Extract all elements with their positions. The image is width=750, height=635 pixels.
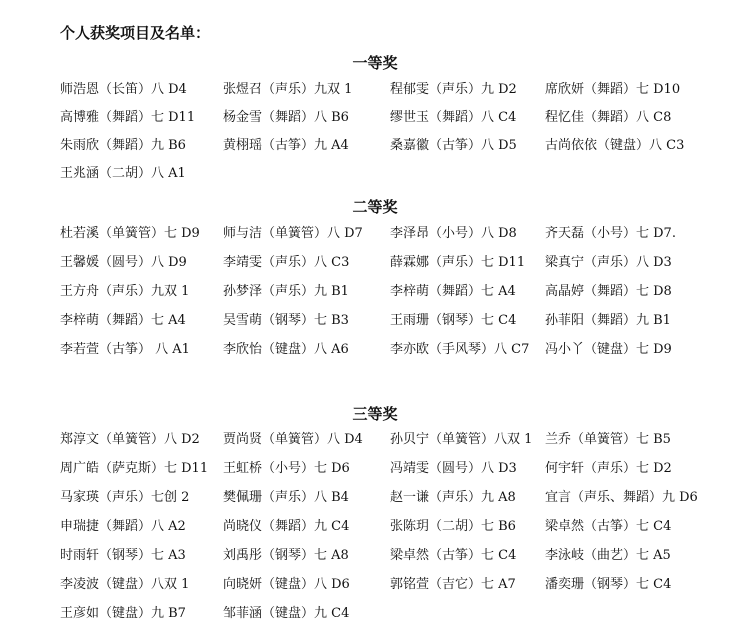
award-entry: 潘奕珊（钢琴）七 C4 xyxy=(545,577,672,592)
award-entry: 赵一谦（声乐）九 A8 xyxy=(390,490,516,505)
award-entry: 孙菲阳（舞蹈）九 B1 xyxy=(545,313,671,328)
award-entry: 王彦如（键盘）九 B7 xyxy=(60,606,186,621)
award-entry: 朱雨欣（舞蹈）九 B6 xyxy=(60,138,186,153)
award-entry: 梁真宁（声乐）八 D3 xyxy=(545,255,672,270)
award-entry: 薛霖娜（声乐）七 D11 xyxy=(390,255,526,270)
award-entry: 兰乔（单簧管）七 B5 xyxy=(545,432,671,447)
award-entry: 李泽昂（小号）八 D8 xyxy=(390,226,517,241)
award-entry: 向晓妍（键盘）八 D6 xyxy=(223,577,350,592)
award-entry: 冯小丫（键盘）七 D9 xyxy=(545,342,672,357)
award-entry: 古尚依依（键盘）八 C3 xyxy=(545,138,685,153)
award-entry: 师与洁（单簧管）八 D7 xyxy=(223,226,363,241)
award-entry: 李欣怡（键盘）八 A6 xyxy=(223,342,349,357)
award-entry: 孙梦泽（声乐）九 B1 xyxy=(223,284,349,299)
award-entry: 孙贝宁（单簧管）八双 1 xyxy=(390,432,533,447)
page-title: 个人获奖项目及名单： xyxy=(60,24,211,42)
award-entry: 程郁雯（声乐）九 D2 xyxy=(390,82,517,97)
award-entry: 李泳岐（曲艺）七 A5 xyxy=(545,548,671,563)
award-entry: 王馨媛（圆号）八 D9 xyxy=(60,255,187,270)
award-entry: 周广皓（萨克斯）七 D11 xyxy=(60,461,209,476)
award-entry: 齐天磊（小号）七 D7. xyxy=(545,226,676,241)
award-entry: 高晶婷（舞蹈）七 D8 xyxy=(545,284,672,299)
award-entry: 李凌波（键盘）八双 1 xyxy=(60,577,190,592)
section-heading-second-prize: 二等奖 xyxy=(352,198,398,216)
section-heading-first-prize: 一等奖 xyxy=(352,54,398,72)
award-entry: 张煜召（声乐）九双 1 xyxy=(223,82,353,97)
award-entry: 李梓萌（舞蹈）七 A4 xyxy=(60,313,186,328)
award-entry: 李亦欧（手风琴）八 C7 xyxy=(390,342,530,357)
award-entry: 张陈玥（二胡）七 B6 xyxy=(390,519,516,534)
award-entry: 梁卓然（古筝）七 C4 xyxy=(545,519,672,534)
section-heading-third-prize: 三等奖 xyxy=(352,405,398,423)
award-entry: 李梓萌（舞蹈）七 A4 xyxy=(390,284,516,299)
award-entry: 高博雅（舞蹈）七 D11 xyxy=(60,110,196,125)
award-entry: 吴雪萌（钢琴）七 B3 xyxy=(223,313,349,328)
award-entry: 李靖雯（声乐）八 C3 xyxy=(223,255,350,270)
award-entry: 马家瑛（声乐）七创 2 xyxy=(60,490,190,505)
award-entry: 何宇轩（声乐）七 D2 xyxy=(545,461,672,476)
award-entry: 贾尚贤（单簧管）八 D4 xyxy=(223,432,363,447)
award-entry: 桑嘉徽（古筝）八 D5 xyxy=(390,138,517,153)
award-entry: 郭铭萱（吉它）七 A7 xyxy=(390,577,516,592)
award-entry: 王雨珊（钢琴）七 C4 xyxy=(390,313,517,328)
award-entry: 王方舟（声乐）九双 1 xyxy=(60,284,190,299)
award-entry: 郑淳文（单簧管）八 D2 xyxy=(60,432,200,447)
award-entry: 申瑞捷（舞蹈）八 A2 xyxy=(60,519,186,534)
award-entry: 刘禹彤（钢琴）七 A8 xyxy=(223,548,349,563)
award-entry: 邹菲涵（键盘）九 C4 xyxy=(223,606,350,621)
award-entry: 冯靖雯（圆号）八 D3 xyxy=(390,461,517,476)
award-entry: 梁卓然（古筝）七 C4 xyxy=(390,548,517,563)
award-entry: 时雨轩（钢琴）七 A3 xyxy=(60,548,186,563)
award-entry: 李若萱（古筝） 八 A1 xyxy=(60,342,190,357)
award-entry: 尚晓仪（舞蹈）九 C4 xyxy=(223,519,350,534)
award-entry: 程忆佳（舞蹈）八 C8 xyxy=(545,110,672,125)
award-entry: 杜若溪（单簧管）七 D9 xyxy=(60,226,200,241)
award-entry: 宜言（声乐、舞蹈）九 D6 xyxy=(545,490,698,505)
award-entry: 王虹桥（小号）七 D6 xyxy=(223,461,350,476)
award-entry: 缪世玉（舞蹈）八 C4 xyxy=(390,110,517,125)
award-entry: 杨金雪（舞蹈）八 B6 xyxy=(223,110,349,125)
award-entry: 师浩恩（长笛）八 D4 xyxy=(60,82,187,97)
award-entry: 樊佩珊（声乐）八 B4 xyxy=(223,490,349,505)
award-entry: 王兆涵（二胡）八 A1 xyxy=(60,166,186,181)
award-entry: 黄栩瑶（古筝）九 A4 xyxy=(223,138,349,153)
award-entry: 席欣妍（舞蹈）七 D10 xyxy=(545,82,681,97)
